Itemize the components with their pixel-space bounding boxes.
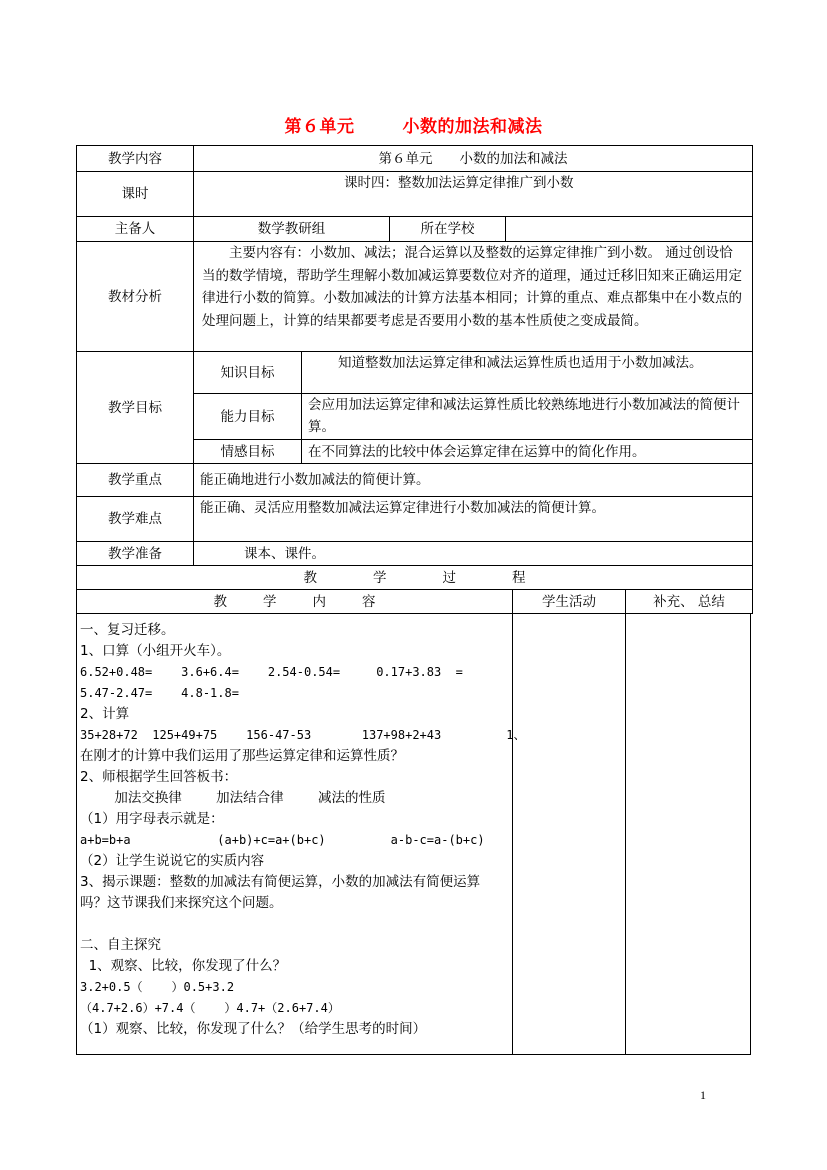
goal-emotion-label: 情感目标 [193,439,302,464]
body-line [80,914,510,935]
body-line: 2、计算 [80,706,130,722]
school-value [505,216,753,242]
process-content-text [80,620,526,1040]
goal-emotion-cell [301,439,753,464]
body-line: （1）观察、比较，你发现了什么？（给学生思考的时间） [80,1021,427,1037]
period-label: 课时 [76,171,194,217]
body-line: 2、师根据学生回答板书： [80,769,238,785]
difficulty-cell [193,496,753,542]
page-number: 1 [700,1088,706,1102]
content-label: 教学内容 [76,145,194,172]
goals-label: 教学目标 [76,351,194,464]
period-text: 课时四：整数加法运算定律推广到小数 [344,175,574,191]
process-header-char-2: 学 [373,569,387,586]
difficulty-text: 能正确、灵活应用整数加减法运算定律进行小数加减法的简便计算。 [200,500,605,516]
col-content-char-1: 教 [213,593,227,610]
analysis-label: 教材分析 [76,241,194,352]
goal-knowledge-cell [301,351,753,394]
period-value [193,171,753,217]
col-summary-header: 补充、 总结 [625,589,753,614]
title-name: 小数的加法和减法 [402,117,543,137]
body-line: a+b=b+a (a+b)+c=a+(b+c) a-b-c=a-(b+c) [80,833,485,847]
difficulty-label: 教学难点 [76,496,194,542]
body-line: 在刚才的计算中我们运用了那些运算定律和运算性质？ [80,748,404,764]
process-header-char-1: 教 [303,569,317,586]
col-activity-header: 学生活动 [512,589,626,614]
process-activity-col [512,613,626,1055]
body-line: （4.7+2.6）+7.4（ ）4.7+（2.6+7.4） [80,1001,340,1015]
body-line: 加法交换律 加法结合律 减法的性质 [80,790,386,806]
body-line: 6.52+0.48= 3.6+6.4= 2.54-0.54= 0.17+3.83 = [80,665,463,679]
body-line: 一、复习迁移。 [80,622,175,638]
author-label: 主备人 [76,216,194,242]
process-header-char-4: 程 [512,569,526,586]
goal-knowledge-label: 知识目标 [193,351,302,394]
body-line: 二、自主探究 [80,937,161,953]
author-value: 数学教研组 [193,216,390,242]
body-line: 3、揭示课题：整数的加减法有简便运算，小数的加减法有简便运算 [80,874,481,890]
col-content-char-3: 内 [312,593,326,610]
goal-ability-cell [301,393,753,440]
body-line: （2）让学生说说它的实质内容 [80,853,265,869]
process-header [76,565,753,590]
col-content-char-2: 学 [263,593,277,610]
process-summary-col [625,613,751,1055]
analysis-cell [193,241,753,352]
key-label: 教学重点 [76,463,194,497]
body-line: 1、口算（小组开火车）。 [80,643,231,659]
body-line: 1、观察、比较，你发现了什么？ [80,958,287,974]
col-content-char-4: 容 [362,593,376,610]
key-text: 能正确地进行小数加减法的简便计算。 [200,472,430,488]
school-label: 所在学校 [389,216,506,242]
body-line: （1）用字母表示就是： [80,811,224,827]
key-cell [193,463,753,497]
prep-text: 课本、课件。 [244,545,325,562]
goal-emotion-text: 在不同算法的比较中体会运算定律在运算中的简化作用。 [308,443,646,460]
analysis-text: 主要内容有：小数加、减法；混合运算以及整数的运算定律推广到小数。 通过创设恰当的数学情境，帮助学生理解小数加减运算要数位对齐的道理，通过迁移旧知来正确运用定律进行小数的简算。小数加减法的计算方法基本相同；计算的重点、难点都集中在小数点的处理问题上，计算的结果都要考虑是否要用小数的基本性质使之变成最简。 [202,245,742,329]
content-value: 第６单元 小数的加法和减法 [193,145,753,172]
prep-label: 教学准备 [76,541,194,566]
body-line: 35+28+72 125+49+75 156-47-53 137+98+2+43 1、 [80,728,526,742]
title-unit: 第６单元 [284,117,355,137]
goal-ability-label: 能力目标 [193,393,302,440]
process-header-char-3: 过 [442,569,456,586]
body-line: 5.47-2.47= 4.8-1.8= [80,686,239,700]
body-line: 吗？这节课我们来探究这个问题。 [80,895,283,911]
goal-ability-text: 会应用加法运算定律和减法运算性质比较熟练地进行小数加减法的简便计算。 [308,397,740,435]
goal-knowledge-text: 知道整数加法运算定律和减法运算性质也适用于小数加减法。 [338,355,703,371]
prep-cell [193,541,753,566]
page-title [0,112,827,137]
body-line: 3.2+0.5（ ）0.5+3.2 [80,980,235,994]
col-content-header [76,589,513,614]
